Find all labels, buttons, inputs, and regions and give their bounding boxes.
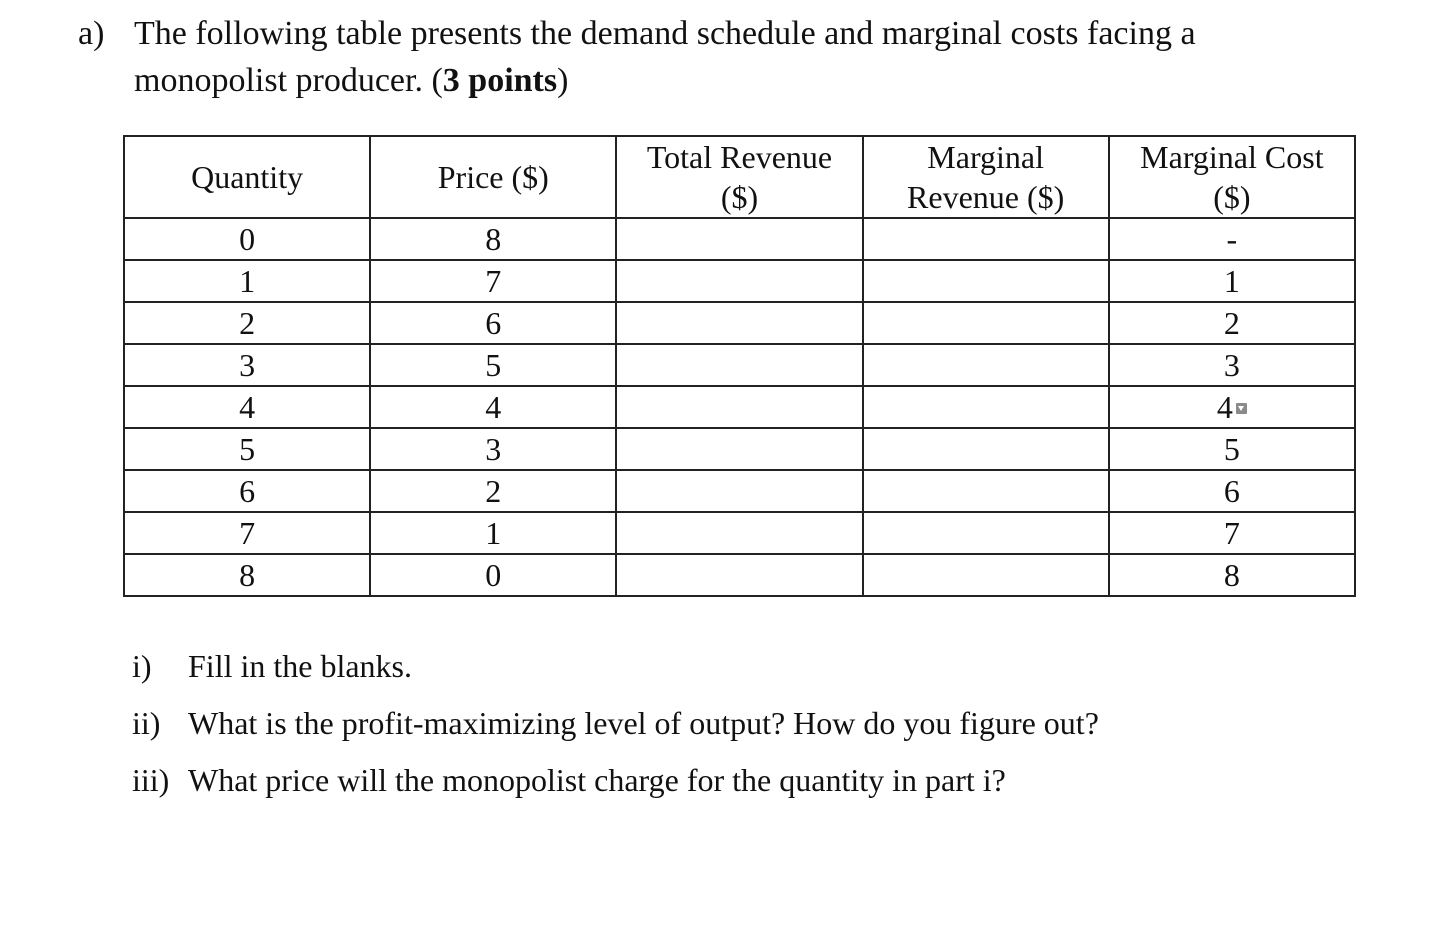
header-marginal-cost: Marginal Cost ($)	[1109, 136, 1355, 218]
marginal-revenue-cell[interactable]	[863, 344, 1109, 386]
total-revenue-cell[interactable]	[616, 260, 862, 302]
header-quantity: Quantity	[124, 136, 370, 218]
marginal-revenue-cell[interactable]	[863, 470, 1109, 512]
question-text	[134, 10, 1378, 104]
marginal-cost-value: 4	[1216, 389, 1233, 425]
quantity-cell: 3	[124, 344, 370, 386]
subquestion-number: i)	[132, 648, 152, 684]
quantity-cell: 4	[124, 386, 370, 428]
marginal-cost-cell: 7	[1109, 512, 1355, 554]
marginal-cost-cell	[1109, 386, 1355, 428]
question-line-2-end: )	[557, 62, 569, 99]
subquestion-text: What is the profit-maximizing level of output? How do you figure out?	[188, 705, 1099, 741]
table-row	[124, 260, 1355, 302]
total-revenue-cell[interactable]	[616, 470, 862, 512]
marginal-revenue-cell[interactable]	[863, 302, 1109, 344]
table-row	[124, 218, 1355, 260]
subquestion-iii	[132, 760, 1006, 800]
table-row	[124, 302, 1355, 344]
header-marginal-revenue: Marginal Revenue ($)	[863, 136, 1109, 218]
price-cell: 3	[370, 428, 616, 470]
total-revenue-cell[interactable]	[616, 302, 862, 344]
price-cell: 0	[370, 554, 616, 596]
price-cell: 6	[370, 302, 616, 344]
table-row	[124, 344, 1355, 386]
marginal-cost-cell: 3	[1109, 344, 1355, 386]
price-cell: 1	[370, 512, 616, 554]
quantity-cell: 2	[124, 302, 370, 344]
total-revenue-cell[interactable]	[616, 386, 862, 428]
quantity-cell: 0	[124, 218, 370, 260]
marginal-revenue-cell[interactable]	[863, 512, 1109, 554]
marginal-revenue-cell[interactable]	[863, 218, 1109, 260]
marginal-cost-cell: 1	[1109, 260, 1355, 302]
header-price: Price ($)	[370, 136, 616, 218]
table-header-row	[124, 136, 1355, 218]
question-prompt	[78, 10, 1378, 104]
total-revenue-cell[interactable]	[616, 344, 862, 386]
table-row	[124, 554, 1355, 596]
price-cell: 4	[370, 386, 616, 428]
marginal-revenue-cell[interactable]	[863, 386, 1109, 428]
table-row	[124, 386, 1355, 428]
question-line-1: The following table presents the demand schedule and marginal costs facing a	[134, 15, 1196, 52]
question-marker: a)	[78, 15, 105, 52]
demand-cost-table	[123, 135, 1356, 597]
total-revenue-cell[interactable]	[616, 512, 862, 554]
price-cell: 2	[370, 470, 616, 512]
question-line-2-start: monopolist producer. (	[134, 62, 443, 99]
subquestion-number: ii)	[132, 705, 161, 741]
total-revenue-cell[interactable]	[616, 218, 862, 260]
header-total-revenue: Total Revenue ($)	[616, 136, 862, 218]
chevron-down-icon[interactable]	[1236, 403, 1247, 414]
marginal-revenue-cell[interactable]	[863, 428, 1109, 470]
quantity-cell: 8	[124, 554, 370, 596]
table-row	[124, 512, 1355, 554]
marginal-revenue-cell[interactable]	[863, 260, 1109, 302]
table-row	[124, 428, 1355, 470]
marginal-cost-cell: 6	[1109, 470, 1355, 512]
marginal-cost-cell: 5	[1109, 428, 1355, 470]
total-revenue-cell[interactable]	[616, 554, 862, 596]
price-cell: 5	[370, 344, 616, 386]
marginal-revenue-cell[interactable]	[863, 554, 1109, 596]
price-cell: 8	[370, 218, 616, 260]
quantity-cell: 1	[124, 260, 370, 302]
total-revenue-cell[interactable]	[616, 428, 862, 470]
subquestion-ii	[132, 703, 1099, 743]
subquestion-text: What price will the monopolist charge for the quantity in part i?	[188, 762, 1006, 798]
marginal-cost-cell: -	[1109, 218, 1355, 260]
subquestion-text: Fill in the blanks.	[188, 648, 412, 684]
marginal-cost-cell: 8	[1109, 554, 1355, 596]
subquestion-number: iii)	[132, 762, 170, 798]
quantity-cell: 7	[124, 512, 370, 554]
price-cell: 7	[370, 260, 616, 302]
subquestion-i	[132, 646, 412, 686]
question-line-2	[134, 57, 1378, 104]
marginal-cost-cell: 2	[1109, 302, 1355, 344]
points-label: 3 points	[442, 62, 558, 99]
table-row	[124, 470, 1355, 512]
quantity-cell: 5	[124, 428, 370, 470]
quantity-cell: 6	[124, 470, 370, 512]
